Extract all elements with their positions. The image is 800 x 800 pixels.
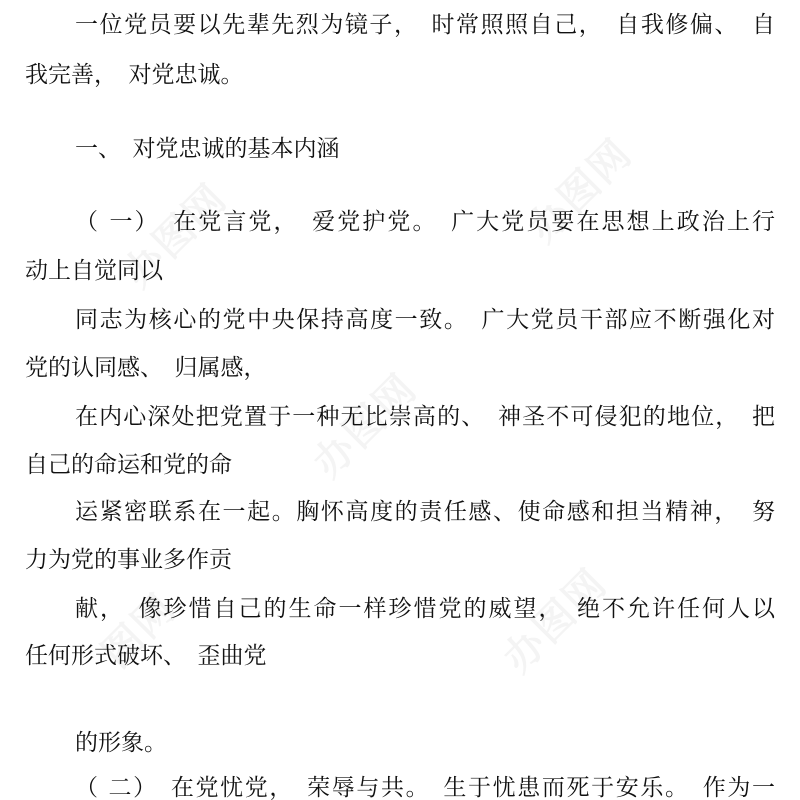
section-heading: 一、 对党忠诚的基本内涵 bbox=[75, 136, 340, 162]
subsection-heading: （ 一） 在党言党， 爱党护党。 广大党员要在思想上政治上行 bbox=[75, 209, 775, 235]
paragraph-line: 任何形式破坏、 歪曲党 bbox=[25, 643, 267, 669]
paragraph-line: 力为党的事业多作贡 bbox=[25, 547, 232, 573]
paragraph-line: 运紧密联系在一起。胸怀高度的责任感、使命感和担当精神， 努 bbox=[75, 499, 775, 525]
subsection-heading: （ 二） 在党忧党， 荣辱与共。 生于忧患而死于安乐。 作为一 bbox=[75, 775, 775, 800]
paragraph-line: 自己的命运和党的命 bbox=[25, 452, 232, 478]
paragraph-line: 在内心深处把党置于一种无比崇高的、 神圣不可侵犯的地位， 把 bbox=[75, 404, 775, 430]
paragraph-line: 同志为核心的党中央保持高度一致。 广大党员干部应不断强化对 bbox=[75, 307, 775, 333]
paragraph-line: 动上自觉同以 bbox=[25, 258, 163, 284]
paragraph-line: 我完善， 对党忠诚。 bbox=[25, 62, 244, 88]
paragraph-line: 党的认同感、 归属感， bbox=[25, 355, 267, 381]
paragraph-line: 一位党员要以先辈先烈为镜子， 时常照照自己， 自我修偏、 自 bbox=[75, 12, 775, 38]
paragraph-line: 的形象。 bbox=[75, 730, 167, 756]
paragraph-line: 献， 像珍惜自己的生命一样珍惜党的威望， 绝不允许任何人以 bbox=[75, 596, 775, 622]
